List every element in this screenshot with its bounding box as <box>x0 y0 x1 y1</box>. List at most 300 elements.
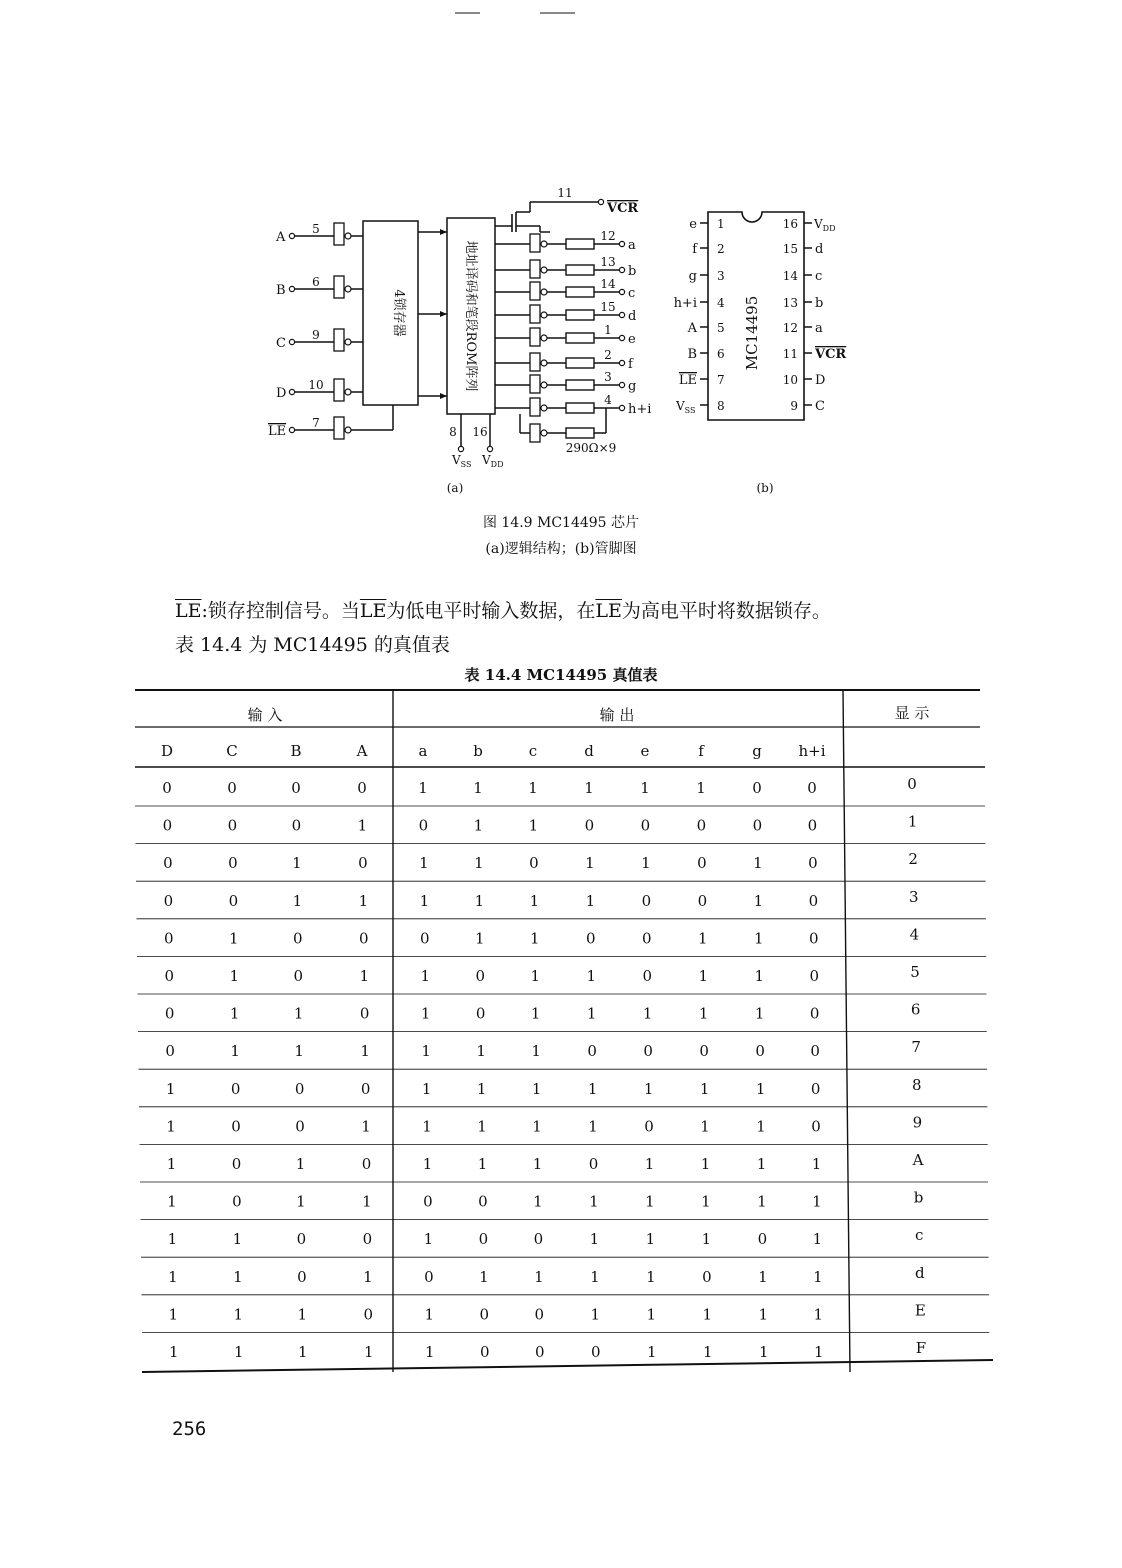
table-cell: 0 <box>699 1042 709 1061</box>
chip-pin-label: D <box>815 373 826 388</box>
table-cell: 1 <box>645 1192 655 1211</box>
vdd-terminal <box>487 446 492 451</box>
table-cell: 1 <box>586 1004 597 1023</box>
table-cell: 0 <box>479 1343 490 1361</box>
table-cell: 0 <box>533 1230 544 1249</box>
vcr-label: VCR <box>607 201 639 216</box>
table-cell: 1 <box>167 1192 177 1211</box>
table-display-cell: 7 <box>911 1038 921 1057</box>
chip-pin-number: 16 <box>782 217 798 231</box>
output-terminal <box>619 241 624 246</box>
table-cell: 0 <box>360 1079 371 1098</box>
table-cell: 0 <box>162 816 173 835</box>
chip-pin-label: e <box>689 217 697 232</box>
body-line-1 <box>175 596 831 623</box>
table-divider-outputs <box>843 690 850 1372</box>
buffer-bubble <box>345 233 351 239</box>
table-cell: 1 <box>813 1267 823 1286</box>
table-cell: 0 <box>529 854 539 873</box>
buffer-gate <box>334 379 344 401</box>
vss-label-main: V <box>452 453 461 467</box>
table-cell: 1 <box>589 1192 599 1211</box>
chip-pin-label-sub: DD <box>822 224 836 233</box>
table-column-header: A <box>356 742 368 760</box>
table-cell: 1 <box>758 1343 769 1361</box>
chip-pin-number: 9 <box>790 399 798 413</box>
table-cell: 1 <box>528 779 538 797</box>
buffer-gate <box>334 276 344 298</box>
table-cell: 1 <box>585 854 595 873</box>
table-cell: 1 <box>297 1343 308 1361</box>
table-cell: 1 <box>586 967 597 985</box>
rom-label: 地址译码和笔段ROM阵列 <box>463 240 478 392</box>
table-cell: 0 <box>534 1305 545 1324</box>
table-cell: 1 <box>424 1343 435 1361</box>
table-cell: 1 <box>422 1155 433 1173</box>
figure-a-sublabel: (a) <box>446 481 464 495</box>
output-resistor-9 <box>566 428 594 438</box>
table-cell: 1 <box>753 891 764 910</box>
table-cell: 1 <box>475 929 485 948</box>
output-bubble <box>541 267 547 273</box>
table-cell: 0 <box>479 1305 490 1324</box>
table-cell: 1 <box>362 1192 372 1211</box>
table-cell: 0 <box>478 1192 488 1211</box>
chip-pin-label: LE <box>678 373 697 388</box>
table-cell: 0 <box>752 816 763 835</box>
table-cell: 1 <box>701 1230 712 1249</box>
output-bubble <box>541 382 547 388</box>
table-cell: 0 <box>809 967 820 985</box>
table-display-cell: A <box>912 1151 924 1169</box>
figure-b-sublabel: (b) <box>756 481 774 495</box>
table-cell: 1 <box>587 1079 598 1098</box>
output-terminal <box>619 335 624 340</box>
table-cell: 1 <box>584 779 594 797</box>
table-cell: 0 <box>358 854 368 873</box>
table-cell: 0 <box>420 929 430 948</box>
table-cell: 1 <box>702 1343 713 1361</box>
output-terminal <box>619 382 624 387</box>
table-cell: 0 <box>755 1042 765 1061</box>
table-cell: 1 <box>530 1004 541 1023</box>
table-cell: 0 <box>757 1230 768 1249</box>
table-cell: 0 <box>228 854 238 873</box>
chip-pin-label: a <box>815 321 823 336</box>
table-cell: 1 <box>233 1343 244 1361</box>
output-driver <box>530 398 540 416</box>
vdd-label-main: V <box>482 453 491 467</box>
table-cell: 1 <box>166 1117 176 1136</box>
table-cell: 0 <box>362 1230 373 1249</box>
table-cell: 0 <box>752 779 762 797</box>
table-cell: 1 <box>293 1004 304 1023</box>
chip-pin-number: 12 <box>782 321 798 335</box>
table-cell: 1 <box>233 1267 243 1286</box>
table-cell: 0 <box>227 779 237 797</box>
le-overline-3: $\overline{LE}$ <box>595 600 622 622</box>
vss-label <box>451 453 472 469</box>
chip-pin-label: B <box>687 347 697 362</box>
table-cell: 0 <box>809 929 819 948</box>
table-cell: 0 <box>165 1042 175 1061</box>
output-resistor <box>566 358 594 368</box>
table-cell: 1 <box>643 1079 654 1098</box>
table-cell: 0 <box>590 1343 601 1361</box>
chip-pin-label: A <box>687 321 697 336</box>
page-number: 256 <box>172 1418 207 1440</box>
table-cell: 1 <box>294 1042 304 1061</box>
table-cell: 0 <box>297 1267 307 1286</box>
figure-caption: 图 14.9 MC14495 芯片 <box>482 515 640 531</box>
table-cell: 1 <box>418 779 428 797</box>
table-cell: 1 <box>641 854 651 873</box>
table-cell: 1 <box>233 1305 244 1324</box>
table-cell: 1 <box>292 891 303 910</box>
output-label-d: d <box>628 309 637 324</box>
table-display-cell: 2 <box>908 850 918 869</box>
input-terminal <box>289 233 294 238</box>
output-resistor <box>566 310 594 320</box>
output-label-g: g <box>628 379 637 394</box>
table-cell: 1 <box>295 1155 306 1173</box>
table-display-cell: 8 <box>912 1075 922 1094</box>
buffer-gate <box>334 223 344 245</box>
input-pin-number: 6 <box>312 275 320 289</box>
output-label-hpi: h+i <box>628 402 652 417</box>
table-cell: 0 <box>478 1230 489 1249</box>
table-cell: 1 <box>229 1004 240 1023</box>
table-cell: 0 <box>361 1155 372 1173</box>
chip-pin-label: VCR <box>815 347 847 362</box>
output-pin-number: 13 <box>600 255 616 269</box>
table-cell: 1 <box>420 967 431 985</box>
table-cell: 0 <box>291 779 301 797</box>
output-pin-number: 3 <box>604 370 612 384</box>
latch-label: 4锁存器 <box>391 289 406 337</box>
buffer-gate <box>334 329 344 351</box>
output-label-b: b <box>628 264 637 279</box>
table-cell: 0 <box>810 1042 820 1061</box>
table-column-header: h+i <box>798 742 826 760</box>
table-column-header: d <box>584 742 594 760</box>
table-cell: 0 <box>228 891 239 910</box>
table-cell: 1 <box>811 1155 822 1173</box>
output-bubble <box>541 312 547 318</box>
buffer-bubble <box>345 339 351 345</box>
table-cell: 1 <box>696 779 706 797</box>
table-display-cell: c <box>914 1226 924 1245</box>
chip-pin-label <box>675 399 696 415</box>
table-cell: 0 <box>475 1004 486 1023</box>
table-cell: 1 <box>640 779 650 797</box>
table-column-header: e <box>640 742 650 760</box>
table-cell: 0 <box>642 967 653 985</box>
output-driver <box>530 375 540 393</box>
vdd-pin-number: 16 <box>472 425 488 439</box>
output-driver <box>530 260 540 278</box>
body-text: 为高电平时将数据锁存。 <box>621 600 831 622</box>
table-cell: 0 <box>291 816 302 835</box>
table-cell: 0 <box>359 1004 370 1023</box>
table-cell: 0 <box>164 929 174 948</box>
table-group-header-display: 显 示 <box>894 704 930 722</box>
input-pin-number: 9 <box>312 328 320 342</box>
table-cell: 1 <box>532 1117 542 1136</box>
table-cell: 0 <box>643 1042 653 1061</box>
table-cell: 0 <box>164 967 175 985</box>
body-text: :锁存控制信号。当 <box>201 600 360 622</box>
table-cell: 1 <box>642 1004 653 1023</box>
table-column-header: c <box>528 742 538 760</box>
table-cell: 1 <box>420 1004 431 1023</box>
table-cell: 1 <box>357 816 368 835</box>
table-cell: 1 <box>528 816 539 835</box>
input-pin-number: 7 <box>312 416 320 430</box>
table-cell: 1 <box>296 1192 306 1211</box>
table-cell: 1 <box>292 854 302 873</box>
table-cell: 1 <box>812 1192 822 1211</box>
buffer-bubble <box>345 286 351 292</box>
output-label-a: a <box>628 238 636 253</box>
table-cell: 1 <box>419 891 430 910</box>
chip-name: MC14495 <box>743 295 761 371</box>
output-resistor <box>566 265 594 275</box>
table-cell: 1 <box>756 1117 766 1136</box>
output-bubble <box>541 360 547 366</box>
table-cell: 1 <box>168 1343 179 1361</box>
output-terminal <box>619 267 624 272</box>
output-bubble <box>541 405 547 411</box>
table-cell: 1 <box>531 1079 542 1098</box>
input-terminal <box>289 389 294 394</box>
table-cell: 1 <box>168 1305 179 1324</box>
chip-pin-label: b <box>815 296 824 311</box>
table-display-cell: b <box>913 1188 924 1207</box>
table-cell: 0 <box>640 816 651 835</box>
table-cell: 1 <box>358 891 369 910</box>
table-cell: 1 <box>230 1042 240 1061</box>
output-label-c: c <box>628 286 636 301</box>
table-cell: 1 <box>530 967 541 985</box>
table-cell: 1 <box>758 1267 768 1286</box>
le-overline-2: $\overline{LE}$ <box>359 600 387 622</box>
output-resistor <box>566 239 594 249</box>
table-cell: 1 <box>168 1267 178 1286</box>
table-cell: 1 <box>167 1230 178 1249</box>
buffer-bubble <box>345 389 351 395</box>
output-resistor <box>566 380 594 390</box>
chip-pin-number: 5 <box>717 321 725 335</box>
resistor-label: 290Ω×9 <box>565 441 617 455</box>
table-cell: 1 <box>232 1230 243 1249</box>
table-cell: 0 <box>162 779 172 797</box>
table-cell: 0 <box>231 1117 241 1136</box>
table-cell: 0 <box>584 816 595 835</box>
table-cell: 0 <box>534 1343 545 1361</box>
table-cell: 1 <box>529 891 540 910</box>
table-cell: 1 <box>360 1042 370 1061</box>
table-cell: 1 <box>755 1079 766 1098</box>
table-cell: 0 <box>702 1267 712 1286</box>
table-cell: 0 <box>697 891 708 910</box>
table-display-cell: 1 <box>907 812 918 831</box>
table-cell: 1 <box>701 1192 711 1211</box>
table-column-header: b <box>473 742 483 760</box>
table-cell: 0 <box>808 854 818 873</box>
table-cell: 1 <box>699 1079 710 1098</box>
table-cell: 1 <box>422 1117 432 1136</box>
chip-pin-number: 15 <box>782 242 798 256</box>
truth-table <box>0 680 1122 1400</box>
table-display-cell: 9 <box>912 1113 923 1132</box>
table-cell: 0 <box>424 1267 434 1286</box>
input-pin-number: 5 <box>312 222 320 236</box>
chip-pin-number: 4 <box>717 296 725 310</box>
table-cell: 0 <box>163 891 174 910</box>
vss-label-sub: SS <box>460 460 472 469</box>
bus-arrow <box>440 311 447 317</box>
table-cell: 1 <box>700 1155 711 1173</box>
input-pin-number: 10 <box>308 378 324 392</box>
chip-pin-number: 1 <box>717 217 725 231</box>
vss-pin-number: 8 <box>449 425 457 439</box>
latch-block <box>363 221 418 405</box>
table-cell: 0 <box>644 1117 654 1136</box>
table-display-cell: 3 <box>909 887 919 906</box>
table-cell: 1 <box>590 1305 601 1324</box>
output-pin-number: 2 <box>604 348 612 362</box>
table-cell: 0 <box>294 1079 305 1098</box>
chip-pin-label-sub: SS <box>684 406 696 415</box>
table-cell: 1 <box>477 1155 488 1173</box>
chip-pin-number: 10 <box>782 373 798 387</box>
table-column-header: f <box>698 742 704 760</box>
table-cell: 1 <box>423 1230 434 1249</box>
table-cell: 0 <box>697 854 707 873</box>
table-cell: 1 <box>166 1155 177 1173</box>
chip-pin-label: g <box>688 269 697 284</box>
body-text: 为低电平时输入数据，在 <box>386 600 596 622</box>
table-cell: 0 <box>809 1004 820 1023</box>
table-column-header: D <box>160 742 174 760</box>
table-cell: 1 <box>588 1117 598 1136</box>
table-cell: 1 <box>479 1267 489 1286</box>
chip-pin-number: 7 <box>717 373 725 387</box>
bus-arrow <box>440 393 447 399</box>
table-display-cell: 5 <box>910 963 920 981</box>
output-driver <box>530 282 540 300</box>
table-cell: 1 <box>297 1305 308 1324</box>
table-cell: 0 <box>642 929 652 948</box>
table-column-header: a <box>418 742 428 760</box>
output-driver <box>530 305 540 323</box>
table-display-cell: F <box>915 1339 927 1357</box>
output-pin-number: 1 <box>604 323 612 337</box>
table-cell: 1 <box>753 854 763 873</box>
table-cell: 0 <box>807 779 817 797</box>
table-cell: 1 <box>813 1305 824 1324</box>
table-cell: 1 <box>165 1079 176 1098</box>
table-cell: 0 <box>807 816 818 835</box>
table-cell: 0 <box>808 891 819 910</box>
output-label-f: f <box>628 357 633 372</box>
table-cell: 0 <box>586 929 596 948</box>
table-cell: 1 <box>754 967 765 985</box>
chip-pin-label: d <box>815 242 824 257</box>
output-bubble <box>541 289 547 295</box>
table-cell: 1 <box>474 891 485 910</box>
table-cell: 1 <box>229 967 240 985</box>
table-group-header-inputs: 输 入 <box>247 706 283 724</box>
output-pin-number: 4 <box>604 393 612 407</box>
table-cell: 1 <box>473 816 484 835</box>
table-cell: 0 <box>296 1230 307 1249</box>
table-cell: 0 <box>295 1117 305 1136</box>
table-cell: 1 <box>531 1042 541 1061</box>
table-cell: 0 <box>230 1079 241 1098</box>
output-terminal <box>619 405 624 410</box>
table-display-cell: 6 <box>910 1000 921 1019</box>
output-terminal <box>619 289 624 294</box>
table-cell: 0 <box>587 1042 597 1061</box>
vdd-label-sub: DD <box>490 460 504 469</box>
table-cell: 1 <box>474 854 484 873</box>
table-cell: 1 <box>419 854 429 873</box>
table-cell: 1 <box>754 1004 765 1023</box>
table-cell: 0 <box>293 967 304 985</box>
chip-pin-number: 8 <box>717 399 725 413</box>
table-cell: 1 <box>644 1155 655 1173</box>
table-group-header-outputs: 输 出 <box>599 706 635 724</box>
table-cell: 0 <box>811 1117 821 1136</box>
input-label-le: LE <box>268 424 287 439</box>
table-cell: 1 <box>476 1079 487 1098</box>
table-cell: 0 <box>588 1155 599 1173</box>
input-label-a: A <box>276 230 286 245</box>
table-cell: 1 <box>585 891 596 910</box>
output-resistor <box>566 287 594 297</box>
input-terminal <box>289 339 294 344</box>
table-cell: 1 <box>477 1117 487 1136</box>
table-cell: 0 <box>418 816 429 835</box>
figure-14-9 <box>0 0 1122 520</box>
table-column-header: C <box>226 742 238 760</box>
output-pin-number: 15 <box>600 300 616 314</box>
table-cell: 0 <box>363 1305 374 1324</box>
input-terminal <box>289 427 294 432</box>
table-display-cell: 4 <box>909 925 920 944</box>
table-cell: 0 <box>696 816 707 835</box>
output-driver <box>530 234 540 252</box>
chip-pin-label: h+i <box>673 296 697 311</box>
table-cell: 1 <box>363 1267 373 1286</box>
vcr-terminal <box>598 199 603 204</box>
table-rule-bottom <box>142 1360 993 1372</box>
table-cell: 1 <box>590 1267 600 1286</box>
table-cell: 1 <box>646 1305 657 1324</box>
table-cell: 1 <box>530 929 540 948</box>
table-cell: 1 <box>700 1117 710 1136</box>
table-display-cell: d <box>914 1263 925 1282</box>
table-cell: 1 <box>812 1230 823 1249</box>
buffer-bubble <box>345 427 351 433</box>
output-terminal <box>619 312 624 317</box>
buffer-gate <box>334 417 344 439</box>
output-label-e: e <box>628 332 636 347</box>
table-caption: 表 14.4 MC14495 真值表 <box>464 666 658 684</box>
output-bubble <box>541 241 547 247</box>
